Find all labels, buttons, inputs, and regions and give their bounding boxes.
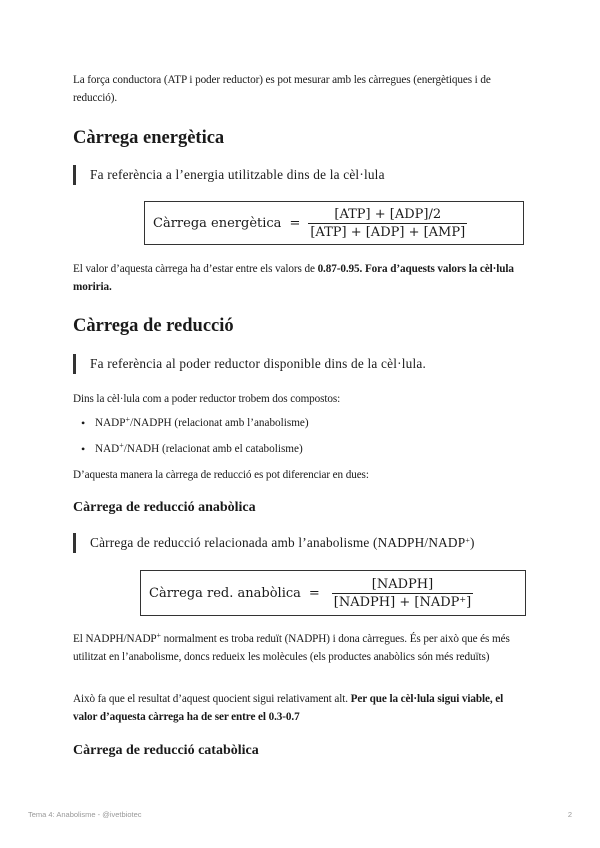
formula-energy-charge [144,201,524,245]
formula-equals: = [289,215,301,231]
paragraph-bold-text: Per que la cèl·lula sigui viable, el valor d’aquesta càrrega ha de ser entre el 0.3-0.7 [73,693,504,723]
footer-text: Tema 4: Anabolisme - @ivetbiotec [28,810,142,819]
blockquote-text: Fa referència a l’energia utilitzable dins de la cèl·lula [90,167,385,182]
list-item: • NADP+/NADPH (relacionat amb l’anabolisme) [73,415,309,433]
subsection-title-anabolic: Càrrega de reducció anabòlica [73,500,256,515]
formula-label: Càrrega energètica [153,215,282,231]
blockquote-energy [73,165,385,185]
formula-fraction [332,577,473,610]
compounds-list [73,415,309,466]
paragraph-bold-text: 0.87-0.95. Fora d’aquests valors la cèl·lula moriria. [73,263,514,293]
subsection-title-catabolic: Càrrega de reducció catabòlica [73,743,259,758]
formula-anabolic-charge [140,570,526,616]
anabolic-paragraph-1: El NADPH/NADP+ normalment es troba reduït (NADPH) i dona càrregues. És per això que és més utilitzat en l’anabolisme, doncs redueix les molècules (els productes anabòlics són més reduïts) [73,631,510,663]
formula-denominator: [ATP] + [ADP] + [AMP] [310,224,466,240]
anabolic-paragraph-2 [73,691,528,726]
list-item: • NAD+/NADH (relacionat amb el catabolisme) [73,441,309,459]
formula-numerator: [ATP] + [ADP]/2 [334,206,442,222]
paragraph-text: Això fa que el resultat d’aquest quocient sigui relativament alt. [73,693,351,705]
energy-charge-paragraph [73,261,528,296]
blockquote-text: Càrrega de reducció relacionada amb l’anabolisme (NADPH/NADP [90,535,466,550]
formula-equals: = [308,585,320,601]
blockquote-text: Fa referència al poder reductor disponible dins de la cèl·lula. [90,356,427,371]
formula-fraction [308,207,467,240]
blockquote-anabolic: Càrrega de reducció relacionada amb l’anabolisme (NADPH/NADP+) [73,533,475,553]
section-title-energy-charge: Càrrega energètica [73,128,225,148]
list-intro: Dins la cèl·lula com a poder reductor trobem dos compostos: [73,393,341,405]
formula-denominator: [NADPH] + [NADP+] [333,594,472,610]
formula-label: Càrrega red. anabòlica [149,585,301,601]
blockquote-reduction [73,354,426,374]
paragraph-text: El valor d’aquesta càrrega ha d’estar entre els valors de [73,263,318,275]
formula-numerator: [NADPH] [371,576,434,592]
page-number: 2 [567,810,572,819]
page-footer [28,810,572,819]
intro-paragraph: La força conductora (ATP i poder reductor) es pot mesurar amb les càrregues (energètiques i de reducció). [73,74,491,104]
after-list-paragraph: D’aquesta manera la càrrega de reducció es pot diferenciar en dues: [73,469,369,481]
section-title-reduction-charge: Càrrega de reducció [73,316,234,336]
